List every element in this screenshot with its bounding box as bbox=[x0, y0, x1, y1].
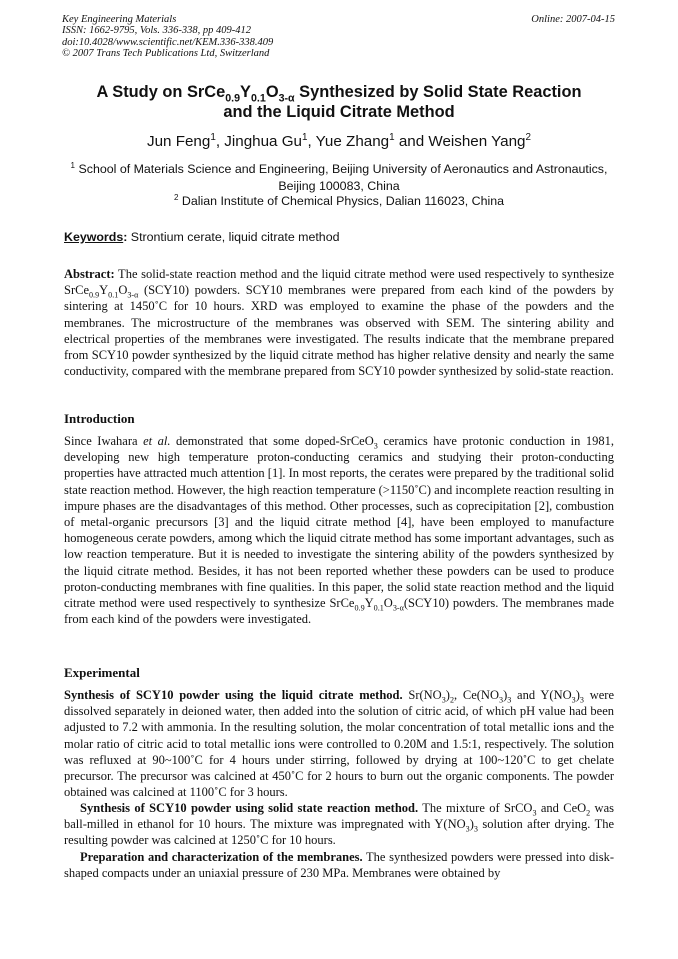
affiliation-2: $^2$ Dalian Institute of Chemical Physics, Dalian 116023, China bbox=[173, 192, 505, 208]
keywords-text: Strontium cerate, liquid citrate method bbox=[127, 230, 340, 244]
author-name: Jun Feng bbox=[147, 133, 211, 150]
experimental-paragraph-2: Synthesis of SCY10 powder using solid state reaction method. The mixture of SrCO$_3$ and CeO$_2$ was ball-milled in ethanol for 10 hours. The mixture was impregnated with $Y(NO_3)_3$ solution after drying. The resulting powder was calcined at 1250˚C for 10 hours. bbox=[64, 801, 615, 848]
experimental-heading: Experimental bbox=[64, 665, 140, 680]
author-name: Weishen Yang bbox=[428, 133, 526, 150]
keywords-label: Keywords bbox=[64, 230, 124, 244]
title-line-2: and the Liquid Citrate Method bbox=[223, 103, 455, 121]
abstract-paragraph: Abstract: The solid-state reaction method and the liquid citrate method were used respectively to synthesize $SrCe_{0.9}Y_{0.1}O_{3-\alpha}$ (SCY10) powders. SCY10 membranes were prepared from each kind of the powders by sintering at 1450˚C for 10 hours. XRD was employed to examine the phase of the powders and the membranes. The microstructure of the membranes was observed with SEM. The sintering ability and electrical properties of the membranes were investigated. The results indicate that the membrane prepared from SCY10 powder synthesized by the liquid citrate method has higher relative density and nearly the same conductivity, compared with the membrane prepared from SCY10 powder synthesized by solid-state reaction. bbox=[64, 267, 614, 379]
affiliation-1: $^1$ School of Materials Science and Engineering, Beijing University of Aeronautics and Astronautics, Beijing 100083, China bbox=[70, 160, 608, 193]
introduction-heading: Introduction bbox=[64, 411, 135, 426]
title-line-1: A Study on $SrCe_{0.9}Y_{0.1}O_{3-\alpha}$ Synthesized by Solid State Reaction bbox=[96, 83, 582, 105]
doi-line: doi:10.4028/www.scientific.net/KEM.336-338.409 bbox=[62, 36, 274, 48]
journal-header bbox=[62, 14, 273, 60]
author-name: Yue Zhang bbox=[315, 133, 390, 150]
paper-title bbox=[40, 82, 638, 122]
author-list: Jun Feng$^1$, Jinghua Gu$^1$, Yue Zhang$^1$ and Weishen Yang$^2$ bbox=[147, 131, 531, 150]
experimental-paragraph-1: Synthesis of SCY10 powder using the liquid citrate method. $Sr(NO_3)_2$, $Ce(NO_3)_3$ and $Y(NO_3)_3$ were dissolved separately in deioned water, then added into the solution of citric acid, of which pH value had been adjusted to 7.2 with ammonia. In the resulting solution, the molar concentration of total metallic ions and the molar ratio of citric acid to total metallic ions were controlled to 0.20M and 1.5:1, respectively. The solution was refluxed at 90~100˚C for 4 hours under stirring, followed by drying at 100~120˚C to get chelate precursor. The precursor was calcined at 450˚C for 2 hours to burn out the organic components. The powder obtained was calcined at 1100˚C for 3 hours. bbox=[64, 688, 614, 800]
online-date: Online: 2007-04-15 bbox=[531, 14, 615, 25]
copyright-line: © 2007 Trans Tech Publications Ltd, Switzerland bbox=[62, 48, 270, 60]
keywords: Keywords: Strontium cerate, liquid citrate method bbox=[64, 230, 340, 244]
journal-name: Key Engineering Materials bbox=[62, 14, 177, 25]
issn-line: ISSN: 1662-9795, Vols. 336-338, pp 409-412 bbox=[62, 25, 251, 37]
author-name: Jinghua Gu bbox=[224, 133, 302, 150]
experimental-paragraph-3: Preparation and characterization of the membranes. The synthesized powders were pressed into disk-shaped compacts under an uniaxial pressure of 230 MPa. Membranes were obtained by bbox=[64, 850, 614, 881]
introduction-paragraph: Since Iwahara et al. demonstrated that some doped-SrCeO$_3$ ceramics have protonic conduction in 1981, developing new high temperature proton-conducting ceramics and studying their proton-conducting properties have attracted much attention [1]. In most reports, the cerates were prepared by the traditional solid state reaction method. However, the high reaction temperature (>1150˚C) and incomplete reaction resulting in impure phases are the disadvantages of this method. Other processes, such as coprecipitation [2], combustion of metal-organic precursors [3] and the liquid citrate method [4], have been employed to manufacture homogeneous cerate powders, among which the liquid citrate method has some important advantages, such as low reaction temperature. But it is needed to investigate the sintering ability of the powders synthesized by the liquid citrate method. Besides, it has not been reported whether these powders can be used to produce proton-conducting membranes with fine qualities. In this paper, the solid state reaction method and the liquid citrate method were used respectively to synthesize $SrCe_{0.9}Y_{0.1}O_{3-\alpha}(SCY10)$ powders. The membranes made from each kind of the powders were investigated. bbox=[64, 434, 614, 627]
abstract-label: Abstract: bbox=[64, 267, 115, 281]
